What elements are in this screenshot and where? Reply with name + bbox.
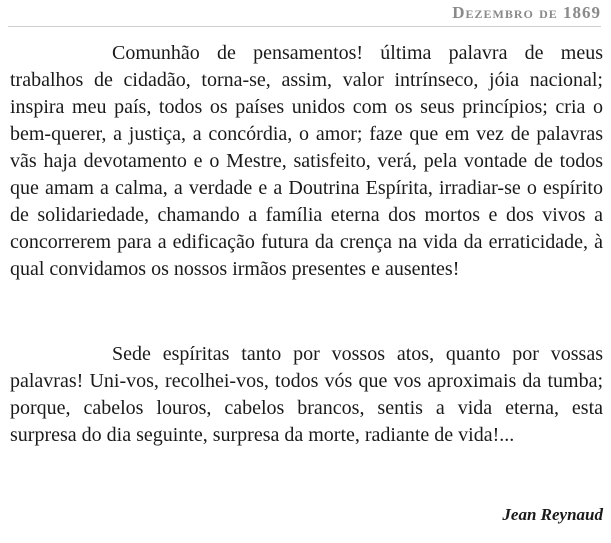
body-paragraph-2	[10, 341, 603, 449]
author-signature: Jean Reynaud	[502, 505, 603, 524]
body-paragraph-1-text: Comunhão de pensamentos! última palavra de meus trabalhos de cidadão, torna-se, assim, valor intrínseco, jóia nacional; inspira meu país, todos os países unidos com os seus princípios; cria o bem-querer, a justiça, a concórdia, o amor; faze que em vez de palavras vãs haja devotamento e o Mestre, satisfeito, verá, pela vontade de todos que amam a calma, a verdade e a Doutrina Espírita, irradiar-se o espírito de solidariedade, chamando a família eterna dos mortos e dos vivos a concorrerem para a edificação futura da crença na vida da erraticidade, à qual convidamos os nossos irmãos presentes e ausentes!	[10, 42, 603, 280]
body-paragraph-2-text: Sede espíritas tanto por vossos atos, quanto por vossas palavras! Uni-vos, recolhei-vos, todos vós que vos aproximais da tumba; porque, cabelos louros, cabelos brancos, sentis a vida eterna, esta surpresa do dia seguinte, surpresa da morte, radiante de vida!...	[10, 343, 603, 446]
running-header	[8, 2, 601, 27]
body-paragraph-1	[10, 40, 603, 283]
running-header-title: Dezembro de 1869	[452, 3, 601, 22]
